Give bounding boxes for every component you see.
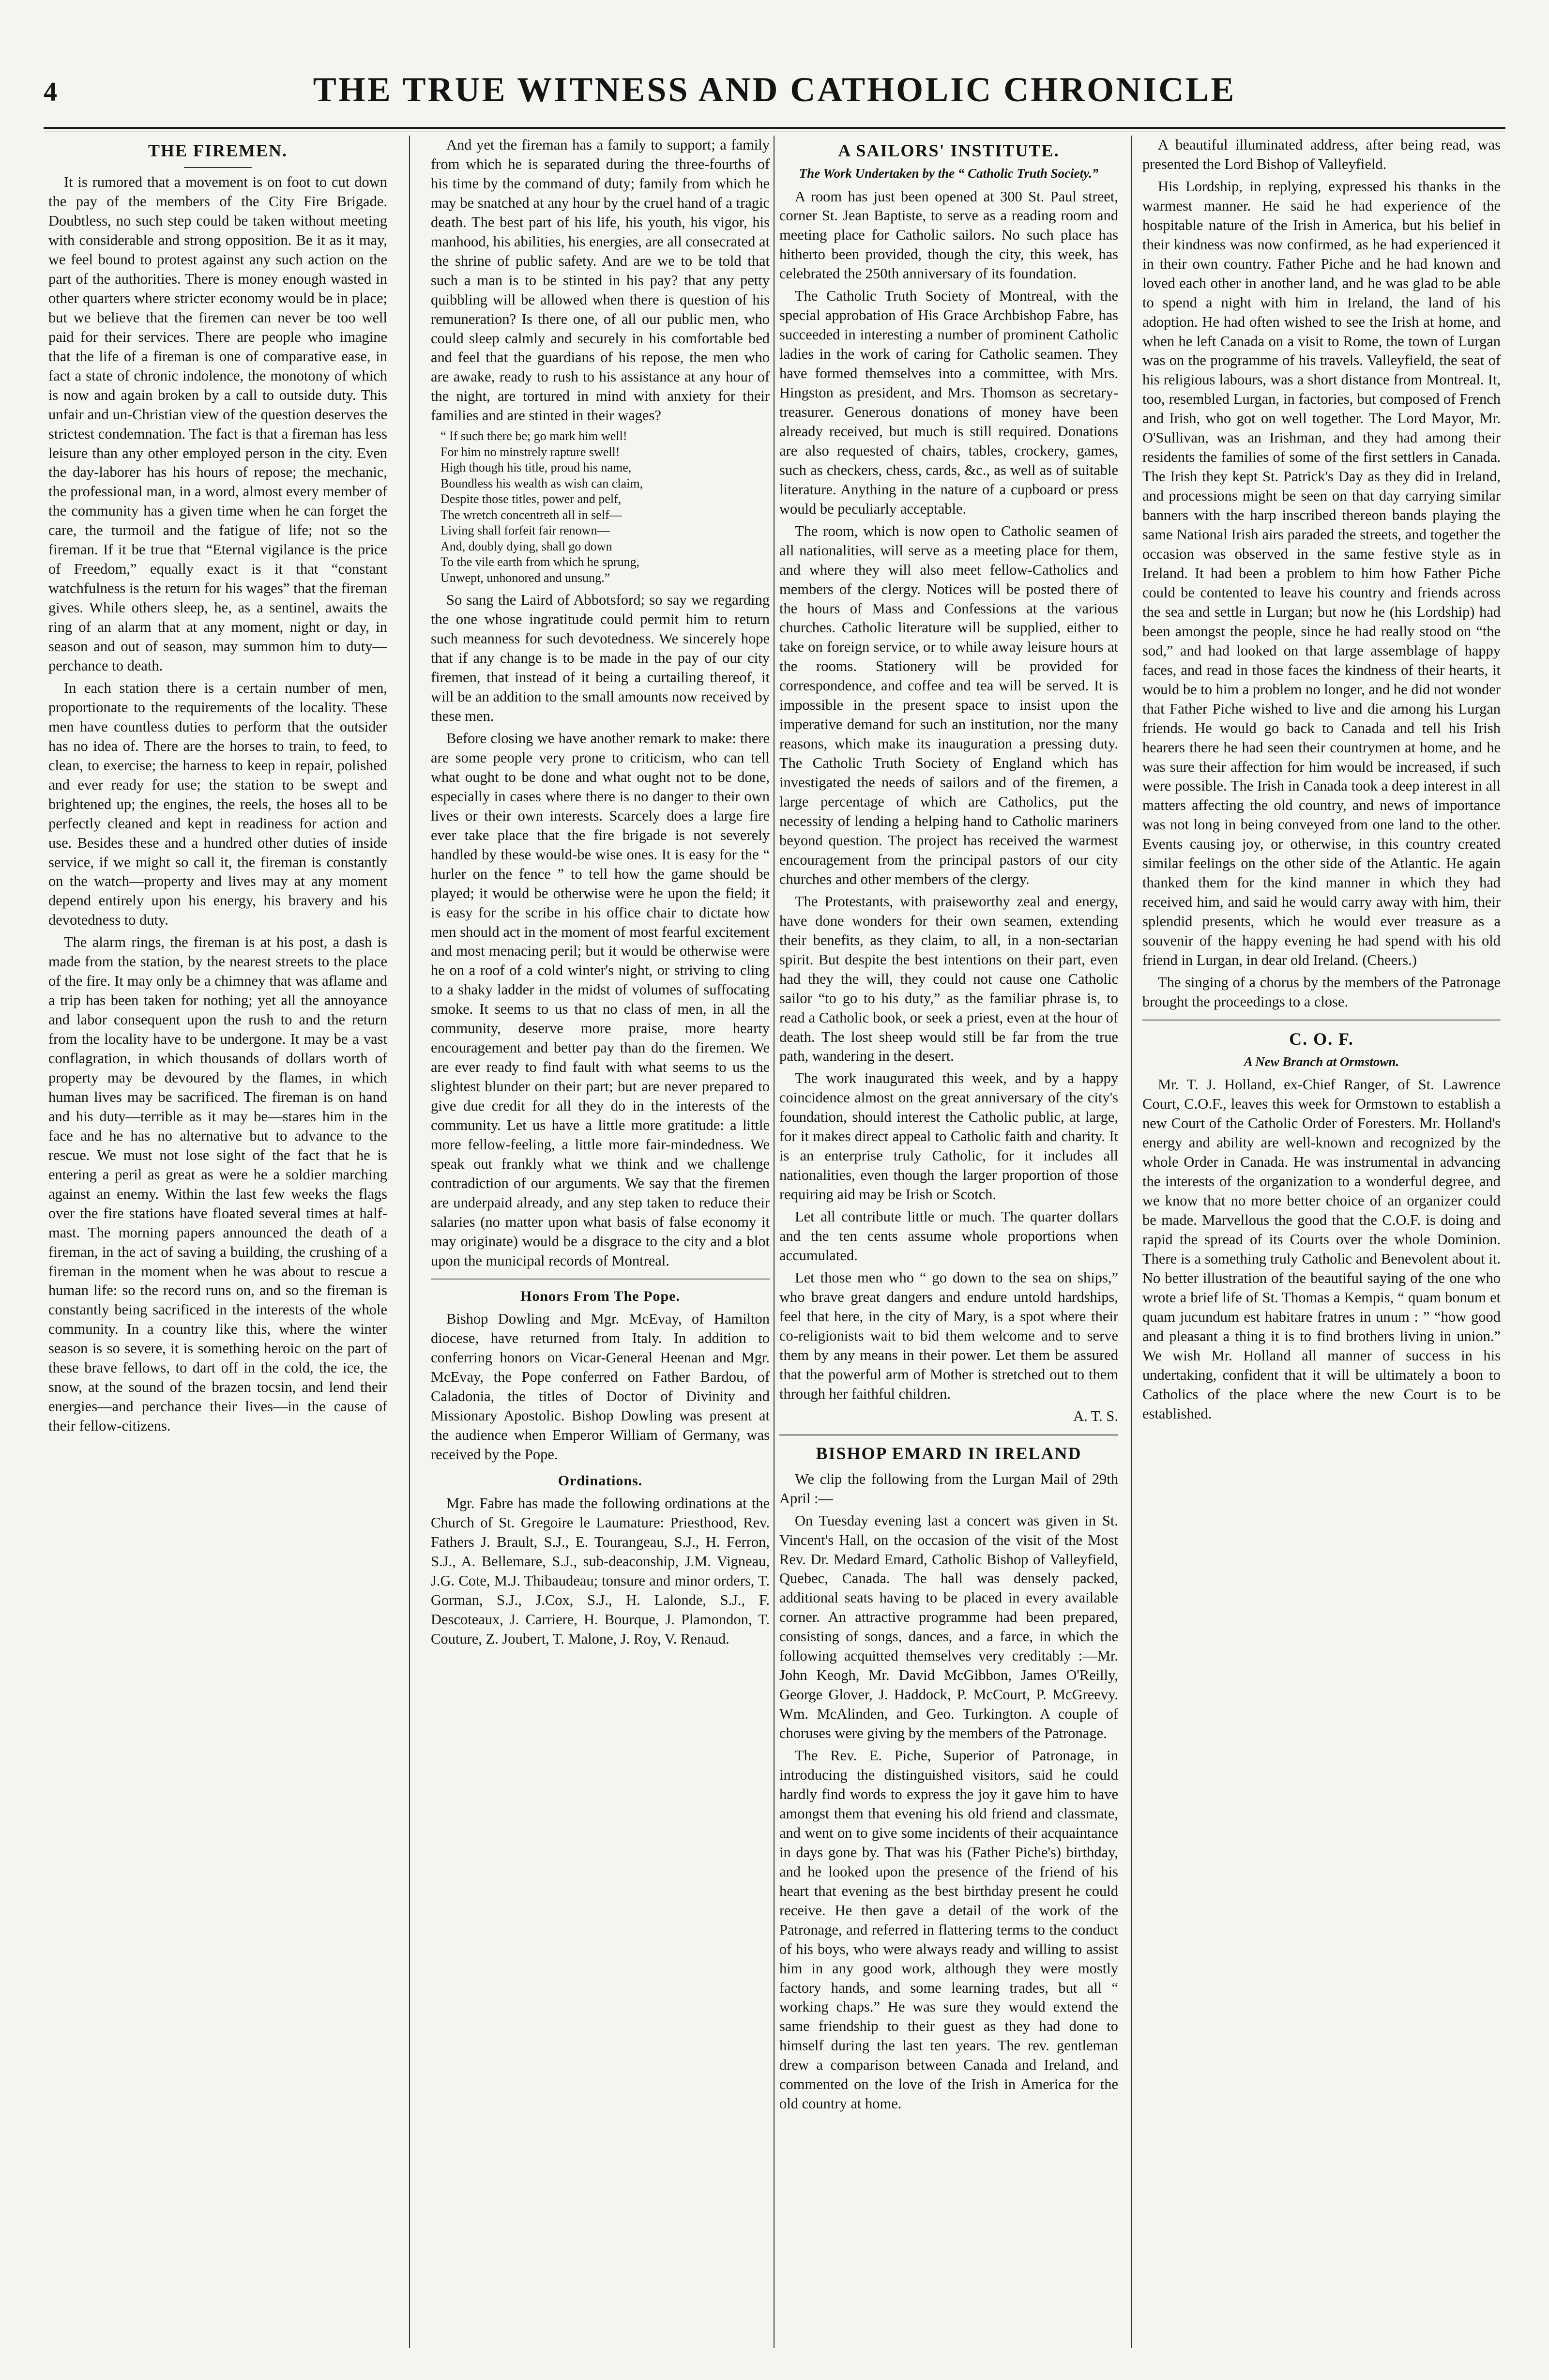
sailors-paragraph: The Protestants, with praiseworthy zeal and energy, have done wonders for their own seamen, extending their benefits, as they claim, to all, in a non-sectarian spirit. But despite the best intentions on their part, even had they the will, they could not cause one Catholic sailor “to go to his duty,” as the familiar phrase is, to read a Catholic book, or seek a priest, even at the hour of death. The lost sheep would still be far from the true path, wandering in the desert. xyxy=(779,893,1118,1065)
ordinations-paragraph: Mgr. Fabre has made the following ordinations at the Church of St. Gregoire le Laumature: Priesthood, Rev. Fathers J. Brault, S.J., E. Tourangeau, S.J., H. Ferron, S.J., A. Bellemare, S.J., sub-deaconship, J.M. Vigneau, J.G. Cote, M.J. Thibaudeau; tonsure and minor orders, T. Gorman, S.J., J.Cox, S.J., H. Lalonde, S.J., F. Descoteaux, J. Carriere, H. Bourque, J. Plamondon, T. Couture, Z. Joubert, T. Malone, J. Roy, V. Renaud. xyxy=(431,1495,770,1647)
sailors-paragraph: A room has just been opened at 300 St. Paul street, corner St. Jean Baptiste, to serve as a reading room and meeting place for Catholic sailors. No such place has hitherto been provided, though the city, this week, has celebrated the 250th anniversary of its foundation. xyxy=(779,188,1118,282)
poem-line: To the vile earth from which he sprung, xyxy=(440,555,640,569)
sailors-paragraph: The Catholic Truth Society of Montreal, with the special approbation of His Grace Archbishop Fabre, has succeeded in interesting a number of prominent Catholic ladies in the work of caring for Catholic seamen. They have formed themselves into a committee, with Mrs. Hingston as president, and Mrs. Thomson as secretary-treasurer. Generous donations of money have been already received, but much is still required. Donations are also requested of chairs, tables, crockery, games, such as checkers, chess, cards, &c., as well as of suitable literature. Anything in the nature of a cupboard or press would be peculiarly acceptable. xyxy=(779,288,1118,517)
column-divider xyxy=(1131,136,1132,2348)
page-number: 4 xyxy=(44,77,57,107)
masthead-rule xyxy=(44,127,1505,132)
emard-paragraph: On Tuesday evening last a concert was given in St. Vincent's Hall, on the occasion of the visit of the Most Rev. Dr. Medard Emard, Catholic Bishop of Valleyfield, Quebec, Canada. The hall was densely packed, additional seats having to be placed in every available corner. An attractive programme had been prepared, consisting of songs, dances, and a farce, in which the following acquitted themselves very creditably :—Mr. John Keogh, Mr. David McGibbon, James O'Reilly, George Glover, J. Haddock, P. McCourt, P. McGreevy. Wm. McAlinden, and Geo. Turkington. A couple of choruses were giving by the members of the Patronage. xyxy=(779,1512,1118,1742)
pope-paragraph: Bishop Dowling and Mgr. McEvay, of Hamilton diocese, have returned from Italy. In addition to conferring honors on Vicar-General Heenan and Mgr. McEvay, the Pope conferred on Father Bardou, of Caladonia, the titles of Doctor of Divinity and Missionary Apostolic. Bishop Dowling was present at the audience when Emperor William of Germany, was received by the Pope. xyxy=(431,1310,770,1463)
masthead xyxy=(44,68,1505,126)
column-1 xyxy=(48,136,387,2348)
article-separator xyxy=(779,1434,1118,1435)
firemen-paragraph: In each station there is a certain number of men, proportionate to the requirements of the locality. These men have countless duties to perform that the outsider has no idea of. There are the horses to train, to feed, to clean, to exercise; the harness to keep in repair, polished and ever ready for use; the station to be swept and brightened up; the engines, the reels, the hoses all to be perfectly cleaned and kept in readiness for action and use. Besides these and a hundred other duties of inside service, if we might so call it, the fireman is constantly on the watch—property and lives may at any moment depend entirely upon his energy, his bravery and his devotedness to duty. xyxy=(48,679,387,929)
sailors-signature: A. T. S. xyxy=(1073,1407,1118,1424)
article-title-pope: Honors From The Pope. xyxy=(520,1288,680,1304)
article-title-firemen: THE FIREMEN. xyxy=(148,141,288,160)
firemen-paragraph: So sang the Laird of Abbotsford; so say we regarding the one whose ingratitude could permit him to return such meanness for such devotedness. We sincerely hope that if any change is to be made in the pay of our city firemen, that instead of it being a curtailing thereof, it will be an addition to the small amounts now received by these men. xyxy=(431,592,770,725)
firemen-paragraph: The alarm rings, the fireman is at his post, a dash is made from the station, by the nearest streets to the place of the fire. It may only be a chimney that was aflame and a trip has been taken for nothing; yet all the annoyance and labor consequent upon the rush to and the return from the locality have to be undergone. It may be a vast conflagration, in which thousands of dollars worth of property may be devoured by the flames, in which human lives may be sacrificed. The fireman is on hand and his duty—terrible as it may be—stares him in the face and he has no alternative but to advance to the rescue. We must not lose sight of the fact that he is entering a peril as great as were he a soldier marching against an enemy. Within the last few weeks the flags over the fire stations have floated several times at half-mast. The morning papers announced the death of a fireman, in the act of saving a building, the crushing of a fireman in the moment when he was about to rescue a human life: so the record runs on, and so the fireman is constantly being sacrificed in the interests of the whole community. In a country like this, where the winter season is so severe, it is something heroic on the part of these brave fellows, to dart off in the cold, the ice, the snow, at the sound of the brazen tocsin, and lend their energies—and perchance their lives—in the cause of their fellow-citizens. xyxy=(48,934,387,1434)
column-2 xyxy=(431,136,770,2348)
article-separator xyxy=(1142,1020,1501,1021)
title-rule xyxy=(184,167,252,168)
sailors-paragraph: Let all contribute little or much. The quarter dollars and the ten cents assume whole proportions when accumulated. xyxy=(779,1208,1118,1264)
poem-line: High though his title, proud his name, xyxy=(440,460,632,475)
emard-paragraph: The Rev. E. Piche, Superior of Patronage, in introducing the distinguished visitors, said he could hardly find words to express the joy it gave him to have amongst them that evening his old friend and classmate, and went on to give some incidents of their acquaintance in days gone by. That was his (Father Piche's) birthday, and he looked upon the presence of the friend of his heart that evening as the best birthday present he could receive. He then gave a detail of the work of the Patronage, and referred in flattering terms to the conduct of his boys, who were always ready and willing to assist him in any good work, although they were mostly factory hands, and some learning trades, but all “ working chaps.” He was sure they would extend the same friendship to their guest as they had done to himself during the last ten years. The rev. gentleman drew a comparison between Canada and Ireland, and commented on the love of the Irish in America for the old country at home. xyxy=(779,1747,1118,2112)
emard-paragraph: His Lordship, in replying, expressed his thanks in the warmest manner. He said he had experience of the hospitable nature of the Irish in America, but his belief in their kindness was now confirmed, as he had experienced it in their own country. Father Piche and he had known and loved each other in another land, and he was glad to be able to spend a night with him in Ireland, the land of his adoption. He had often wished to see the Irish at home, and when he left Canada on a visit to Rome, the town of Lurgan was on the programme of his travels. Valleyfield, the seat of his religious labours, was a short distance from Montreal. It, too, resembled Lurgan, in factories, but composed of French and Irish, who got on well together. The Lord Mayor, Mr. O'Sullivan, was an Irishman, and they had among their residents the families of some of the first settlers in Canada. The Irish they kept St. Patrick's Day as they did in Ireland, and processions might be seen on that day carrying similar banners with the harp inscribed thereon bands playing the same National Irish airs paraded the streets, and together the occasion was observed in the same festive style as in Ireland. It had been a problem to him how Father Piche could be contented to leave his country and friends across the sea and settle in Lurgan; but now he (his Lordship) had been amongst the people, since he had really stood on “the sod,” and had looked on that large assemblage of happy faces, and read in those faces the kindness of their hearts, it would be to him a problem no longer, and he did not wonder that Father Piche wished to live and die among his Lurgan friends. He would go back to Canada and tell his Irish hearers there he had seen their countrymen at home, and he was sure their affection for him would be increased, if such were possible. The Irish in Canada took a deep interest in all matters affecting the old country, and news of importance was not long in being conveyed from one land to the other. Events causing joy, or otherwise, in this country created similar feelings on the other side of the Atlantic. He again thanked them for the kind manner in which they had received him, and said he would carry away with him, their splendid presents, which he would ever treasure as a souvenir of the happy evening he had spend with his old friend in Lurgan, in dear old Ireland. (Cheers.) xyxy=(1142,178,1501,969)
poem-line: “ If such there be; go mark him well! xyxy=(440,429,627,443)
firemen-paragraph: It is rumored that a movement is on foot to cut down the pay of the members of the City Fire Brigade. Doubtless, no such step could be taken without meeting with considerable and strong opposition. Be it as it may, we feel bound to protest against any such action on the part of the authorities. There is money enough wasted in other quarters where stricter economy would be in place; but we believe that the firemen can never be too well paid for their services. There are people who imagine that the life of a fireman is one of comparative ease, in fact a state of chronic indolence, the monotony of which is now and again broken by a call to outside duty. This unfair and un-Christian view of the question deserves the strictest condemnation. The fact is that a fireman has less leisure than any other employed person in the city. Even the day-laborer has his hours of repose; the mechanic, the professional man, in a word, almost every member of the community has a given time when he can forget the care, the turmoil and the fatigue of life; not so the fireman. If it be true that “Eternal vigilance is the price of Freedom,” equally exact is it that “constant watchfulness is the return for his wages” that the fireman gives. While others sleep, he, as a sentinel, awaits the ring of an alarm that at any moment, night or day, in season and out of season, may summon him to duty—perchance to death. xyxy=(48,174,387,674)
newspaper-title: THE TRUE WITNESS AND CATHOLIC CHRONICLE xyxy=(313,70,1236,109)
firemen-paragraph: And yet the fireman has a family to support; a family from which he is separated during the three-fourths of his time by the command of duty; family from which he may be snatched at any hour by the cruel hand of a tragic death. The best part of his life, his youth, his vigor, his manhood, his abilities, his energies, are all consecrated at the shrine of public safety. And are we to be told that such a man is to be stinted in his pay? that any petty quibbling will be allowed when there is question of his remuneration? Is there one, of all our public men, who could sleep calmly and securely in his comfortable bed and feel that the guardians of his repose, the men who are awake, ready to rush to his assistance at any hour of the night, are tortured in mind with anxiety for their families and are stinted in their wages? xyxy=(431,137,770,424)
poem-line: Despite those titles, power and pelf, xyxy=(440,492,622,506)
poem-line: The wretch concentreth all in self— xyxy=(440,507,622,522)
column-4 xyxy=(1142,136,1501,2348)
cof-paragraph: Mr. T. J. Holland, ex-Chief Ranger, of St. Lawrence Court, C.O.F., leaves this week for Ormstown to establish a new Court of the Catholic Order of Foresters. Mr. Holland's energy and ability are well-known and recognized by the whole Order in Canada. He was instrumental in advancing the interests of the organization to a wonderful degree, and we know that no more better choice of an organizer could be made. Marvellous the good that the C.O.F. is doing and rapid the spread of its Courts over the whole Dominion. There is a something truly Catholic and Benevolent about it. No better illustration of the beautiful saying of the one who wrote a brief life of St. Thomas a Kempis, “ quam bonum et quam jucundum est habitare fratres in unum : ” “how good and pleasant a thing it is to find brothers living in union.” We wish Mr. Holland all manner of success in his undertaking, confident that it will be ultimately a boon to Catholics of the place where the new Court is to be established. xyxy=(1142,1076,1501,1422)
poem-line: Boundless his wealth as wish can claim, xyxy=(440,476,643,490)
article-title-ordinations: Ordinations. xyxy=(558,1472,643,1489)
sailors-paragraph: Let those men who “ go down to the sea on ships,” who brave great dangers and endure untold hardships, feel that here, in the city of Mary, is a spot where their co-religionists wait to bid them welcome and to serve them by any means in their power. Let them be assured that the powerful arm of Mother is stretched out to them through her faithful children. xyxy=(779,1269,1118,1402)
emard-paragraph: A beautiful illuminated address, after being read, was presented the Lord Bishop of Valleyfield. xyxy=(1142,137,1501,172)
emard-paragraph: We clip the following from the Lurgan Mail of 29th April :— xyxy=(779,1470,1118,1507)
article-title-cof: C. O. F. xyxy=(1289,1029,1354,1049)
poem-line: Unwept, unhonored and unsung.” xyxy=(440,570,610,585)
article-separator xyxy=(431,1279,770,1280)
column-divider xyxy=(409,136,410,2348)
emard-paragraph: The singing of a chorus by the members of the Patronage brought the proceedings to a close. xyxy=(1142,974,1501,1010)
article-title-emard: BISHOP EMARD IN IRELAND xyxy=(816,1443,1082,1463)
firemen-paragraph: Before closing we have another remark to make: there are some people very prone to criticism, who can tell what ought to be done and what ought not to be done, especially in cases where there is no danger to their own lives or their own interests. Scarcely does a large fire ever take place that the fire brigade is not severely handled by these would-be wise ones. It is easy for the “ hurler on the fence ” to tell how the game should be played; it would be otherwise were he upon the field; it is easy for the scribe in his office chair to dictate how men should act in the moment of most fearful excitement and most menacing peril; but it would be otherwise were he on a roof of a cold winter's night, or striving to cling to a shaky ladder in the midst of volumes of suffocating smoke. It seems to us that no class of men, in all the community, deserve more praise, more hearty encouragement and better pay than do the firemen. We are ever ready to find fault with what seems to us the slightest blunder on their part; but are never prepared to give due credit for all they do in the interests of the community. Let us have a little more gratitude: a little more fellow-feeling, a little more fair-mindedness. We speak out frankly what we think and we challenge contradiction of our arguments. We say that the firemen are underpaid already, and any step taken to reduce their salaries (no matter upon what basis of false economy it may originate) would be a disgrace to the city and a blot upon the municipal records of Montreal. xyxy=(431,730,770,1269)
poem-line: For him no minstrely rapture swell! xyxy=(440,444,620,459)
poem-line: Living shall forfeit fair renown— xyxy=(440,523,610,538)
article-subtitle-cof: A New Branch at Ormstown. xyxy=(1244,1054,1399,1069)
sailors-paragraph: The room, which is now open to Catholic seamen of all nationalities, will serve as a meeting place for them, and where they will also meet fellow-Catholics and members of the clergy. Notices will be posted there of the hours of Mass and Confessions at the various churches. Catholic literature will be supplied, either to take on foreign service, or to while away leisure hours at the rooms. Stationery will be provided for correspondence, and coffee and tea will be served. It is impossible in the present space to insist upon the imperative demand for such an institution, nor the many reasons, which make its inauguration a pressing duty. The Catholic Truth Society of England which has investigated the needs of sailors and of the firemen, a large percentage of which are Catholics, put the necessity of lending a helping hand to Catholic mariners beyond question. The project has received the warmest encouragement from the principal pastors of our city churches and other members of the clergy. xyxy=(779,522,1118,887)
poem-line: And, doubly dying, shall go down xyxy=(440,539,612,553)
column-3 xyxy=(779,136,1118,2348)
article-title-sailors: A SAILORS' INSTITUTE. xyxy=(838,141,1060,160)
article-subtitle-sailors: The Work Undertaken by the “ Catholic Truth Society.” xyxy=(799,166,1099,181)
sailors-paragraph: The work inaugurated this week, and by a happy coincidence almost on the great anniversary of the city's foundation, should interest the Catholic public, at large, for it makes direct appeal to Catholic faith and charity. It is an enterprise truly Catholic, for it includes all nationalities, even though the larger proportion of those requiring aid may be Irish or Scotch. xyxy=(779,1070,1118,1203)
firemen-poem xyxy=(440,428,770,586)
